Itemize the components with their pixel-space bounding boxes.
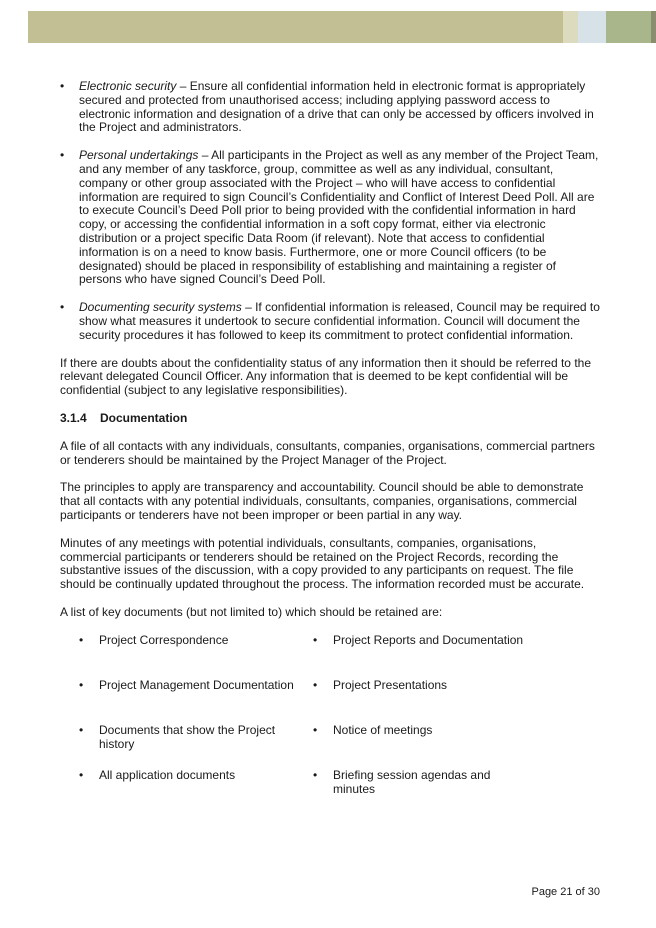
section-number: 3.1.4 (60, 410, 87, 425)
paragraph-file: A file of all contacts with any individuals, consultants, companies, organisations, commercial partners or tenderers should be maintained by the Project Manager of the Project. (60, 438, 595, 467)
section-title: Documentation (100, 410, 188, 425)
list-item-label: Briefing session agendas and minutes (333, 767, 491, 796)
header-bar-blue (578, 11, 606, 43)
list-item-label: Notice of meetings (333, 722, 433, 737)
bullet-electronic-security (60, 80, 600, 135)
paragraph-minutes: Minutes of any meetings with potential individuals, consultants, companies, organisations, commercial participants or tenderers should be retained on the Project Records, recording the substantive issues of the discussion, with a copy provided to any participants on request. The file should be continually updated throughout the process. The information recorded must be accurate. (60, 535, 585, 592)
list-item (313, 634, 533, 648)
bullet-dot-icon: • (60, 148, 65, 163)
bullet-lead: Personal undertakings (79, 148, 199, 163)
list-item-label: Documents that show the Project history (99, 722, 276, 751)
list-item-label: Project Reports and Documentation (333, 632, 524, 647)
bullet-dot-icon: • (60, 300, 65, 315)
bullet-dot-icon: • (79, 767, 84, 782)
bullet-text: – If confidential information is released, Council may be required to show what measures it undertook to secure confidential information. Council will document the security procedures it has followed to keep its commitment to protect confidential information. (79, 300, 600, 342)
bullet-lead: Documenting security systems (79, 300, 242, 315)
paragraph-list-intro: A list of key documents (but not limited to) which should be retained are: (60, 604, 443, 619)
list-item (313, 769, 533, 797)
documents-list (60, 634, 600, 800)
bullet-text: – All participants in the Project as well as any member of the Project Team, and any member of any taskforce, group, committee as well as any individual, consultant, company or other group associated with the Project – who will have access to confidential information are required to sign Council’s Confidentiality and Conflict of Interest Deed Poll. All are to execute Council’s Deed Poll prior to being provided with the confidential information in hard copy, or accessing the confidential information in a soft copy format, either via electronic distribution or a project specific Data Room (if relevant). Note that access to confidential information is on a need to know basis. Furthermore, one or more Council officers (to be designated) should be placed in responsibility of establishing and maintaining a register of persons who have signed Council’s Deed Poll. (79, 148, 599, 287)
section-heading (60, 412, 600, 426)
list-item-label: All application documents (99, 767, 236, 782)
list-item-label: Project Presentations (333, 677, 448, 692)
list-item (79, 724, 299, 752)
header-bar-main (28, 11, 563, 43)
bullet-personal-undertakings (60, 149, 600, 287)
list-item (313, 724, 533, 738)
list-item (79, 634, 299, 648)
list-item (313, 679, 533, 693)
bullet-dot-icon: • (79, 632, 84, 647)
header-bar-light (563, 11, 578, 43)
bullet-dot-icon: • (60, 79, 65, 93)
bullet-dot-icon: • (313, 722, 318, 737)
bullet-lead: Electronic security (79, 79, 177, 93)
list-item-label: Project Management Documentation (99, 677, 294, 692)
list-item-label: Project Correspondence (99, 632, 229, 647)
header-bar-green (606, 11, 651, 43)
page-number: Page 21 of 30 (531, 886, 600, 898)
bullet-text: – Ensure all confidential information held in electronic format is appropriately secured and protected from unauthorised access; including applying password access to electronic information and designation of a drive that can only be accessed by officers involved in the Project and administrators. (79, 79, 594, 135)
list-item (79, 769, 299, 783)
bullet-documenting-security (60, 301, 600, 342)
paragraph-principles: The principles to apply are transparency and accountability. Council should be able to demonstrate that all contacts with any potential individuals, consultants, companies, organisations, commercial participants or tenderers have not been improper or been partial in any way. (60, 480, 584, 522)
bullet-dot-icon: • (79, 722, 84, 737)
bullet-dot-icon: • (313, 677, 318, 692)
header-bar-dark (651, 11, 656, 43)
list-item (79, 679, 299, 693)
header-bar (28, 11, 656, 43)
page-content (60, 80, 600, 800)
bullet-dot-icon: • (313, 767, 318, 782)
paragraph-doubts: If there are doubts about the confidentiality status of any information then it should be referred to the relevant delegated Council Officer. Any information that is deemed to be kept confidential will be confidential (subject to any legislative responsibilities). (60, 355, 591, 398)
bullet-dot-icon: • (79, 677, 84, 692)
bullet-dot-icon: • (313, 632, 318, 647)
